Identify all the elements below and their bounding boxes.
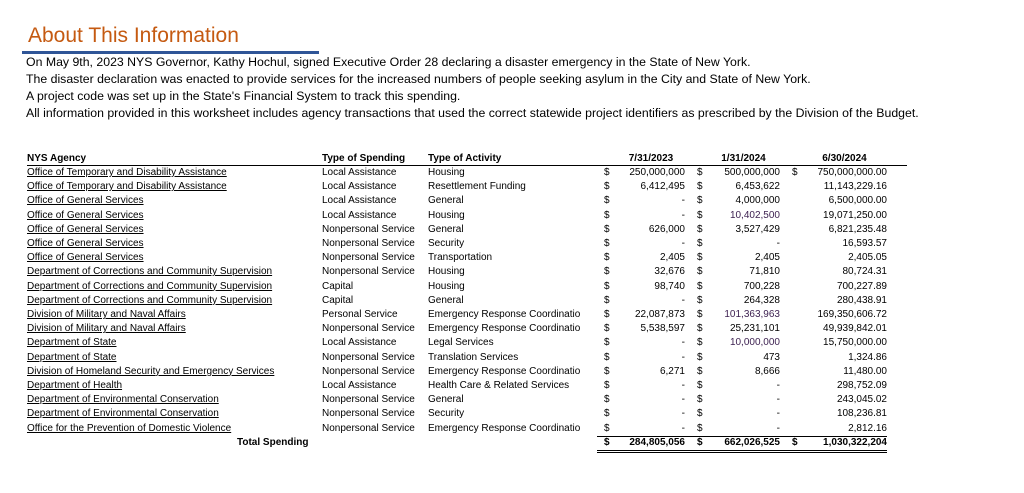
activity-type: General <box>428 294 464 306</box>
value-1-31-2024: - <box>776 380 780 391</box>
currency-symbol: $ <box>604 252 610 264</box>
value-7-31-2023: - <box>681 209 685 221</box>
activity-type: General <box>428 394 464 406</box>
activity-type: Transportation <box>428 252 493 264</box>
currency-symbol: $ <box>697 309 703 320</box>
currency-symbol: $ <box>604 422 610 434</box>
total-6-30-2024: 1,030,322,204 <box>823 436 887 448</box>
activity-type: General <box>428 195 464 207</box>
value-6-30-2024: 298,752.09 <box>836 380 887 391</box>
header-date-3: 6/30/2024 <box>822 153 867 164</box>
intro-line: On May 9th, 2023 NYS Governor, Kathy Hochul, signed Executive Order 28 declaring a disaster emergency in the State of New York. <box>26 55 751 69</box>
currency-symbol: $ <box>604 209 610 221</box>
agency-link[interactable]: Department of Corrections and Community Supervision <box>27 294 273 306</box>
value-1-31-2024: 3,527,429 <box>735 223 780 235</box>
intro-text <box>26 54 919 122</box>
spending-type: Nonpersonal Service <box>322 365 415 377</box>
value-7-31-2023: - <box>681 380 685 391</box>
activity-type: Housing <box>428 209 465 221</box>
spending-type: Nonpersonal Service <box>322 351 415 363</box>
total-label: Total Spending <box>237 436 309 448</box>
currency-symbol: $ <box>604 223 610 235</box>
value-7-31-2023: 32,676 <box>654 266 685 278</box>
value-1-31-2024: 6,453,622 <box>735 181 780 193</box>
value-7-31-2023: - <box>681 422 685 434</box>
spending-type: Nonpersonal Service <box>322 223 415 235</box>
value-6-30-2024: 243,045.02 <box>836 394 887 406</box>
currency-symbol: $ <box>697 337 703 349</box>
currency-symbol: $ <box>604 266 610 278</box>
value-1-31-2024: 71,810 <box>749 266 780 278</box>
spending-type: Local Assistance <box>322 181 397 193</box>
currency-symbol: $ <box>792 167 798 178</box>
value-6-30-2024: 2,405.05 <box>848 252 887 264</box>
value-7-31-2023: 22,087,873 <box>634 309 685 320</box>
activity-type: General <box>428 223 464 235</box>
agency-link[interactable]: Office of General Services <box>27 238 144 249</box>
value-7-31-2023: 6,271 <box>659 365 685 377</box>
currency-symbol: $ <box>697 223 703 235</box>
value-1-31-2024: - <box>776 238 780 249</box>
currency-symbol: $ <box>697 252 703 264</box>
spending-type: Local Assistance <box>322 167 397 178</box>
activity-type: Emergency Response Coordinatio <box>428 309 581 320</box>
currency-symbol: $ <box>604 294 610 306</box>
currency-symbol: $ <box>697 380 703 391</box>
spending-type: Nonpersonal Service <box>322 238 415 249</box>
spending-type: Nonpersonal Service <box>322 252 415 264</box>
activity-type: Emergency Response Coordinatio <box>428 365 581 377</box>
value-6-30-2024: 11,480.00 <box>843 365 887 377</box>
activity-type: Translation Services <box>428 351 519 363</box>
activity-type: Legal Services <box>428 337 494 349</box>
value-7-31-2023: 5,538,597 <box>640 323 685 335</box>
currency-symbol: $ <box>697 351 703 363</box>
activity-type: Security <box>428 238 465 249</box>
activity-type: Emergency Response Coordinatio <box>428 323 581 335</box>
value-7-31-2023: - <box>681 294 685 306</box>
agency-link[interactable]: Office for the Prevention of Domestic Violence <box>27 422 232 434</box>
spending-type: Nonpersonal Service <box>322 422 415 434</box>
value-6-30-2024: 280,438.91 <box>836 294 887 306</box>
spending-type: Local Assistance <box>322 380 397 391</box>
value-6-30-2024: 2,812.16 <box>848 422 887 434</box>
currency-symbol: $ <box>697 294 703 306</box>
spending-type: Local Assistance <box>322 195 397 207</box>
currency-symbol: $ <box>604 309 610 320</box>
value-1-31-2024: 4,000,000 <box>735 195 780 207</box>
total-top-border <box>597 436 887 437</box>
page-title: About This Information <box>28 24 239 47</box>
currency-symbol: $ <box>604 337 610 349</box>
value-6-30-2024: 1,324.86 <box>848 351 887 363</box>
value-6-30-2024: 6,500,000.00 <box>828 195 887 207</box>
agency-link[interactable]: Division of Military and Naval Affairs <box>27 309 186 320</box>
spending-type: Nonpersonal Service <box>322 266 415 278</box>
currency-symbol: $ <box>604 351 610 363</box>
activity-type: Housing <box>428 266 465 278</box>
agency-link[interactable]: Department of State <box>27 337 117 349</box>
value-1-31-2024: 700,228 <box>743 280 780 292</box>
value-7-31-2023: - <box>681 394 685 406</box>
currency-symbol: $ <box>697 181 703 193</box>
total-double-underline <box>597 452 887 453</box>
value-7-31-2023: 6,412,495 <box>640 181 685 193</box>
agency-link[interactable]: Department of Health <box>27 380 123 391</box>
value-7-31-2023: 2,405 <box>659 252 685 264</box>
agency-link[interactable]: Department of State <box>27 351 117 363</box>
value-1-31-2024: - <box>776 422 780 434</box>
currency-symbol: $ <box>604 365 610 377</box>
header-activity: Type of Activity <box>428 153 502 164</box>
spending-type: Local Assistance <box>322 209 397 221</box>
header-agency: NYS Agency <box>27 153 87 164</box>
currency-symbol: $ <box>697 238 703 249</box>
currency-symbol: $ <box>604 380 610 391</box>
value-6-30-2024: 49,939,842.01 <box>823 323 887 335</box>
currency-symbol: $ <box>697 408 703 420</box>
currency-symbol: $ <box>604 408 610 420</box>
value-6-30-2024: 6,821,235.48 <box>828 223 887 235</box>
value-1-31-2024: 10,000,000 <box>729 337 780 349</box>
value-6-30-2024: 16,593.57 <box>842 238 887 249</box>
currency-symbol: $ <box>604 195 610 207</box>
spending-type: Nonpersonal Service <box>322 408 415 420</box>
currency-symbol: $ <box>697 394 703 406</box>
currency-symbol: $ <box>604 238 610 249</box>
currency-symbol: $ <box>697 422 703 434</box>
currency-symbol: $ <box>697 195 703 207</box>
spending-type: Local Assistance <box>322 337 397 349</box>
currency-symbol: $ <box>604 280 610 292</box>
agency-link[interactable]: Office of General Services <box>27 223 144 235</box>
currency-symbol: $ <box>697 280 703 292</box>
intro-line: All information provided in this worksheet includes agency transactions that used the correct statewide project identifiers as prescribed by the Division of the Budget. <box>26 106 919 120</box>
value-7-31-2023: - <box>681 337 685 349</box>
total-double-underline <box>597 450 887 451</box>
currency-symbol: $ <box>792 436 798 448</box>
value-6-30-2024: 169,350,606.72 <box>817 309 887 320</box>
currency-symbol: $ <box>697 209 703 221</box>
activity-type: Emergency Response Coordinatio <box>428 422 581 434</box>
agency-link[interactable]: Department of Corrections and Community Supervision <box>27 266 273 278</box>
value-7-31-2023: - <box>681 195 685 207</box>
value-7-31-2023: - <box>681 238 685 249</box>
currency-symbol: $ <box>697 167 703 178</box>
currency-symbol: $ <box>604 181 610 193</box>
value-7-31-2023: - <box>681 408 685 420</box>
value-6-30-2024: 80,724.31 <box>842 266 887 278</box>
intro-line: A project code was set up in the State's Financial System to track this spending. <box>26 89 461 103</box>
currency-symbol: $ <box>604 436 610 448</box>
currency-symbol: $ <box>697 365 703 377</box>
header-date-1: 7/31/2023 <box>628 153 674 164</box>
agency-link[interactable]: Office of General Services <box>27 252 144 264</box>
currency-symbol: $ <box>697 323 703 335</box>
value-1-31-2024: 264,328 <box>743 294 780 306</box>
spending-type: Nonpersonal Service <box>322 323 415 335</box>
value-1-31-2024: 473 <box>763 351 780 363</box>
activity-type: Security <box>428 408 465 420</box>
value-1-31-2024: 10,402,500 <box>729 209 780 221</box>
spending-type: Nonpersonal Service <box>322 394 415 406</box>
value-7-31-2023: 98,740 <box>654 280 685 292</box>
activity-type: Housing <box>428 167 465 178</box>
activity-type: Resettlement Funding <box>428 181 526 193</box>
value-6-30-2024: 11,143,229.16 <box>823 181 887 193</box>
header-spending: Type of Spending <box>322 153 406 164</box>
total-7-31-2023: 284,805,056 <box>629 436 685 448</box>
value-7-31-2023: 626,000 <box>648 223 685 235</box>
value-7-31-2023: 250,000,000 <box>629 167 685 178</box>
intro-line: The disaster declaration was enacted to provide services for the increased numbers of people seeking asylum in the City and State of New York. <box>26 72 811 86</box>
agency-link[interactable]: Office of Temporary and Disability Assistance <box>27 181 227 193</box>
value-1-31-2024: 101,363,963 <box>724 309 780 320</box>
agency-link[interactable]: Department of Corrections and Community Supervision <box>27 280 273 292</box>
activity-type: Housing <box>428 280 465 292</box>
currency-symbol: $ <box>604 394 610 406</box>
agency-link[interactable]: Office of General Services <box>27 195 144 207</box>
agency-link[interactable]: Department of Environmental Conservation <box>27 408 219 420</box>
agency-link[interactable]: Department of Environmental Conservation <box>27 394 219 406</box>
value-6-30-2024: 15,750,000.00 <box>823 337 887 349</box>
value-7-31-2023: - <box>681 351 685 363</box>
agency-link[interactable]: Division of Homeland Security and Emergency Services <box>27 365 275 377</box>
header-date-2: 1/31/2024 <box>721 153 766 164</box>
value-1-31-2024: 8,666 <box>754 365 780 377</box>
agency-link[interactable]: Office of General Services <box>27 209 144 221</box>
agency-link[interactable]: Office of Temporary and Disability Assistance <box>27 167 227 178</box>
value-6-30-2024: 19,071,250.00 <box>823 209 887 221</box>
value-1-31-2024: - <box>776 394 780 406</box>
agency-link[interactable]: Division of Military and Naval Affairs <box>27 323 186 335</box>
activity-type: Health Care & Related Services <box>428 380 570 391</box>
total-1-31-2024: 662,026,525 <box>724 436 780 448</box>
currency-symbol: $ <box>697 436 703 448</box>
value-1-31-2024: - <box>776 408 780 420</box>
spending-type: Personal Service <box>322 309 398 320</box>
value-1-31-2024: 2,405 <box>754 252 780 264</box>
value-1-31-2024: 25,231,101 <box>729 323 780 335</box>
spending-type: Capital <box>322 294 354 306</box>
value-1-31-2024: 500,000,000 <box>724 167 780 178</box>
value-6-30-2024: 108,236.81 <box>836 408 887 420</box>
value-6-30-2024: 750,000,000.00 <box>817 167 887 178</box>
spending-type: Capital <box>322 280 354 292</box>
currency-symbol: $ <box>604 167 610 178</box>
currency-symbol: $ <box>697 266 703 278</box>
currency-symbol: $ <box>604 323 610 335</box>
value-6-30-2024: 700,227.89 <box>836 280 887 292</box>
